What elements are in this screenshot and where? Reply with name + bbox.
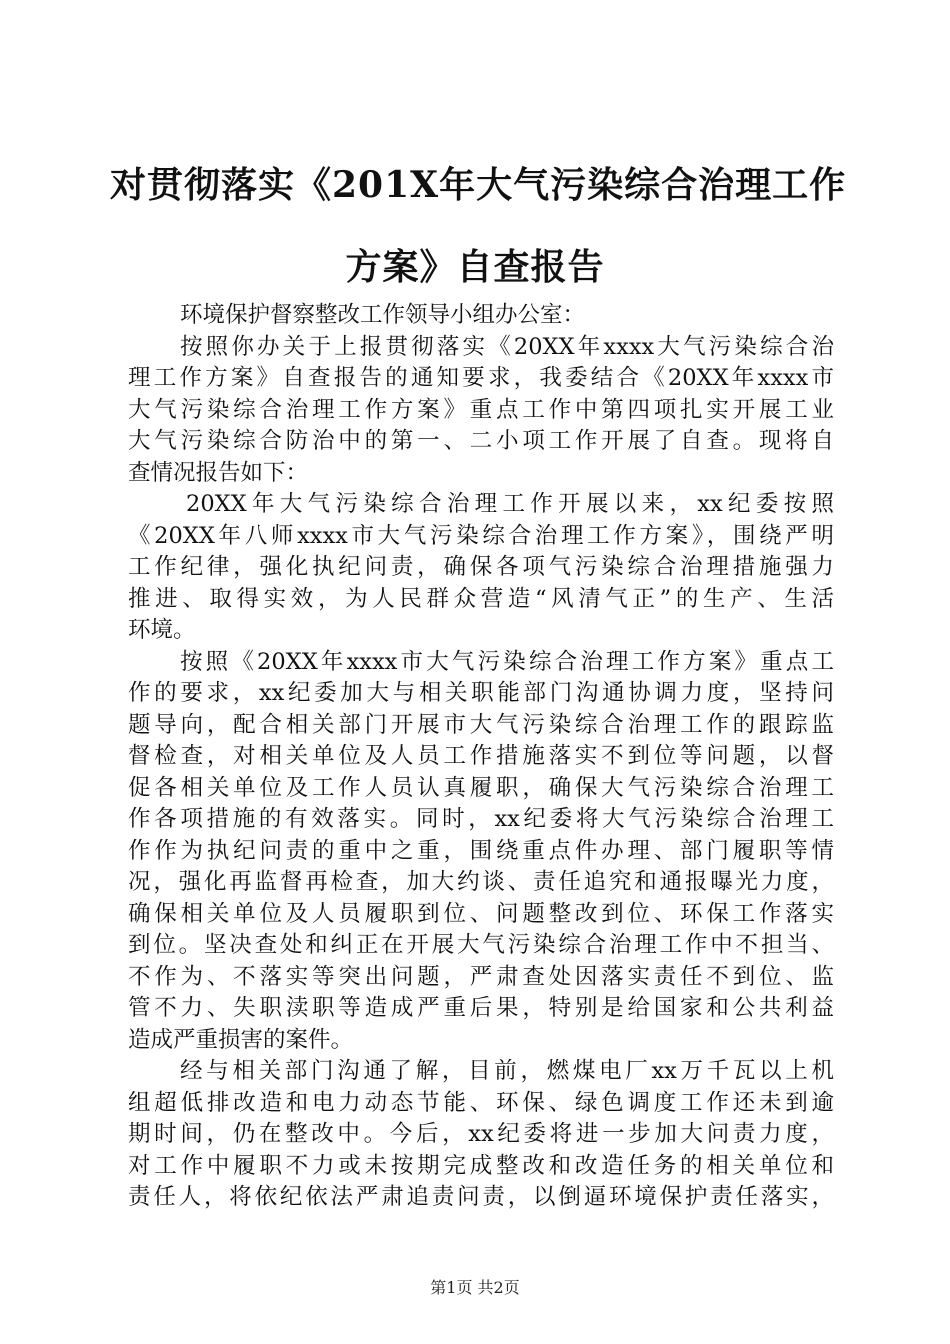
paragraph-line: 工作纪律，强化执纪问责，确保各项气污染综合治理措施强力: [128, 554, 834, 580]
paragraph-line: 期时间，仍在整改中。今后，xx纪委将进一步加大问责力度，: [128, 1121, 834, 1147]
paragraph-line: 到位。坚决查处和纠正在开展大气污染综合治理工作中不担当、: [128, 932, 834, 958]
paragraph-line: 经与相关部门沟通了解，目前，燃煤电厂xx万千瓦以上机: [180, 1058, 834, 1084]
document-body: [128, 300, 834, 1214]
paragraph-line: 督检查，对相关单位及人员工作措施落实不到位等问题，以督: [128, 743, 834, 769]
paragraph-line: 促各相关单位及工作人员认真履职，确保大气污染综合治理工: [128, 774, 834, 801]
paragraph-line: 组超低排改造和电力动态节能、环保、绿色调度工作还未到逾: [128, 1089, 834, 1116]
paragraph-line: 管不力、失职渎职等造成严重后果，特别是给国家和公共利益: [128, 995, 834, 1021]
paragraph-line: 查情况报告如下：: [128, 459, 309, 486]
paragraph-line: 责任人，将依纪依法严肃追责问责，以倒逼环境保护责任落实，: [128, 1184, 834, 1210]
paragraph-line: 作作为执纪问责的重中之重，围绕重点件办理、部门履职等情: [128, 837, 834, 864]
paragraph-line: 不作为、不落实等突出问题，严肃查处因落实责任不到位、监: [128, 963, 834, 990]
page-number-footer: 第1页 共2页: [430, 1278, 520, 1297]
paragraph-line: 对工作中履职不力或未按期完成整改和改造任务的相关单位和: [128, 1152, 834, 1179]
paragraph-line: 确保相关单位及人员履职到位、问题整改到位、环保工作落实: [128, 900, 834, 927]
paragraph-line: 20XX年大气污染综合治理工作开展以来，xx纪委按照: [186, 491, 834, 517]
paragraph-line: 作各项措施的有效落实。同时，xx纪委将大气污染综合治理工: [128, 806, 834, 832]
paragraph-line: 环境。: [128, 617, 196, 643]
paragraph-line: 作的要求，xx纪委加大与相关职能部门沟通协调力度，坚持问: [128, 680, 834, 706]
paragraph-line: 理工作方案》自查报告的通知要求，我委结合《20XX年xxxx市: [128, 365, 834, 391]
paragraph-line: 按照你办关于上报贯彻落实《20XX年xxxx大气污染综合治: [180, 333, 834, 360]
document-title-line-2: 方案》自查报告: [345, 246, 605, 288]
paragraph-line: 推进、取得实效，为人民群众营造“风清气正”的生产、生活: [128, 585, 834, 612]
salutation-line: 环境保护督察整改工作领导小组办公室：: [180, 302, 586, 328]
paragraph-line: 大气污染综合防治中的第一、二小项工作开展了自查。现将自: [128, 428, 834, 454]
paragraph-line: 题导向，配合相关部门开展市大气污染综合治理工作的跟踪监: [128, 711, 834, 738]
paragraph-line: 况，强化再监督再检查，加大约谈、责任追究和通报曝光力度，: [128, 869, 834, 895]
paragraph-line: 造成严重损害的案件。: [128, 1026, 354, 1053]
paragraph-line: 按照《20XX年xxxx市大气污染综合治理工作方案》重点工: [180, 648, 834, 675]
document-title-line-1: 对贯彻落实《201X年大气污染综合治理工作: [110, 164, 847, 206]
paragraph-line: 大气污染综合治理工作方案》重点工作中第四项扎实开展工业: [128, 396, 834, 423]
paragraph-line: 《20XX年八师xxxx市大气污染综合治理工作方案》，围绕严明: [128, 522, 834, 549]
